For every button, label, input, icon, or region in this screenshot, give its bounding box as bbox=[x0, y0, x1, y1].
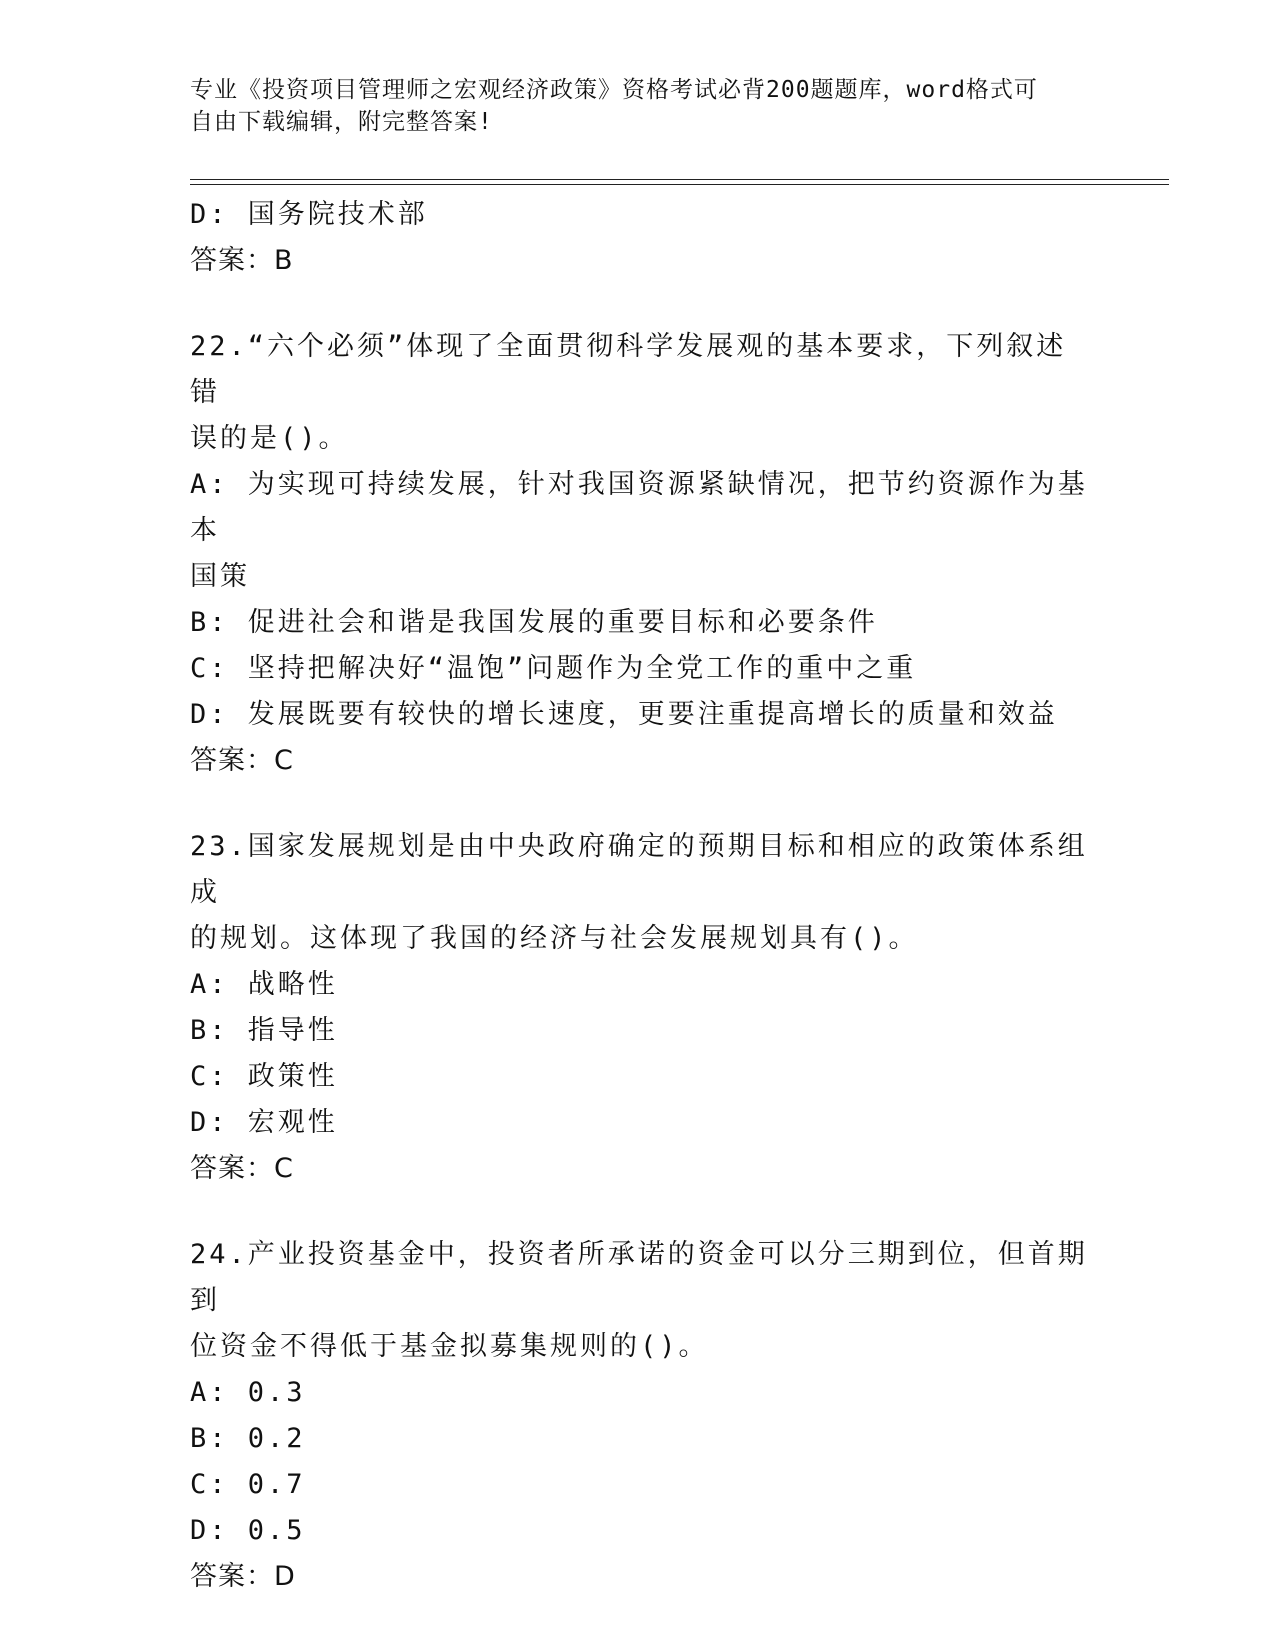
option-b: B: 指导性 bbox=[190, 1015, 338, 1046]
option-a: A: 战略性 bbox=[190, 969, 338, 1000]
answer-line: 答案：D bbox=[190, 1561, 296, 1592]
option-a-line-1: A: 为实现可持续发展，针对我国资源紧缺情况，把节约资源作为基本 bbox=[190, 469, 1088, 546]
question-stem-line-1: 24.产业投资基金中，投资者所承诺的资金可以分三期到位，但首期到 bbox=[190, 1239, 1088, 1316]
previous-question-tail bbox=[190, 192, 1090, 284]
question-stem-line-1: 22.“六个必须”体现了全面贯彻科学发展观的基本要求，下列叙述错 bbox=[190, 331, 1067, 408]
header-line-2: 自由下载编辑，附完整答案! bbox=[190, 109, 493, 135]
question-23 bbox=[190, 824, 1090, 1192]
option-c: C: 政策性 bbox=[190, 1061, 338, 1092]
header-divider bbox=[190, 179, 1169, 185]
answer-line: 答案：B bbox=[190, 245, 294, 276]
option-d: D: 0.5 bbox=[190, 1515, 306, 1546]
option-d: D: 国务院技术部 bbox=[190, 199, 428, 230]
option-d: D: 发展既要有较快的增长速度，更要注重提高增长的质量和效益 bbox=[190, 699, 1058, 730]
question-24 bbox=[190, 1232, 1090, 1600]
option-b: B: 促进社会和谐是我国发展的重要目标和必要条件 bbox=[190, 607, 878, 638]
header-line-1: 专业《投资项目管理师之宏观经济政策》资格考试必背200题题库，word格式可 bbox=[190, 77, 1038, 103]
option-b: B: 0.2 bbox=[190, 1423, 306, 1454]
question-22 bbox=[190, 324, 1090, 784]
question-stem-line-2: 位资金不得低于基金拟募集规则的()。 bbox=[190, 1331, 709, 1362]
question-stem-line-2: 误的是()。 bbox=[190, 423, 349, 454]
option-a-line-2: 国策 bbox=[190, 561, 250, 592]
option-a: A: 0.3 bbox=[190, 1377, 306, 1408]
question-stem-line-2: 的规划。这体现了我国的经济与社会发展规划具有()。 bbox=[190, 923, 919, 954]
document-header bbox=[190, 74, 1090, 138]
option-c: C: 0.7 bbox=[190, 1469, 306, 1500]
option-d: D: 宏观性 bbox=[190, 1107, 338, 1138]
question-stem-line-1: 23.国家发展规划是由中央政府确定的预期目标和相应的政策体系组成 bbox=[190, 831, 1088, 908]
option-c: C: 坚持把解决好“温饱”问题作为全党工作的重中之重 bbox=[190, 653, 917, 684]
document-body bbox=[190, 192, 1090, 1600]
answer-line: 答案：C bbox=[190, 745, 294, 776]
answer-line: 答案：C bbox=[190, 1153, 294, 1184]
